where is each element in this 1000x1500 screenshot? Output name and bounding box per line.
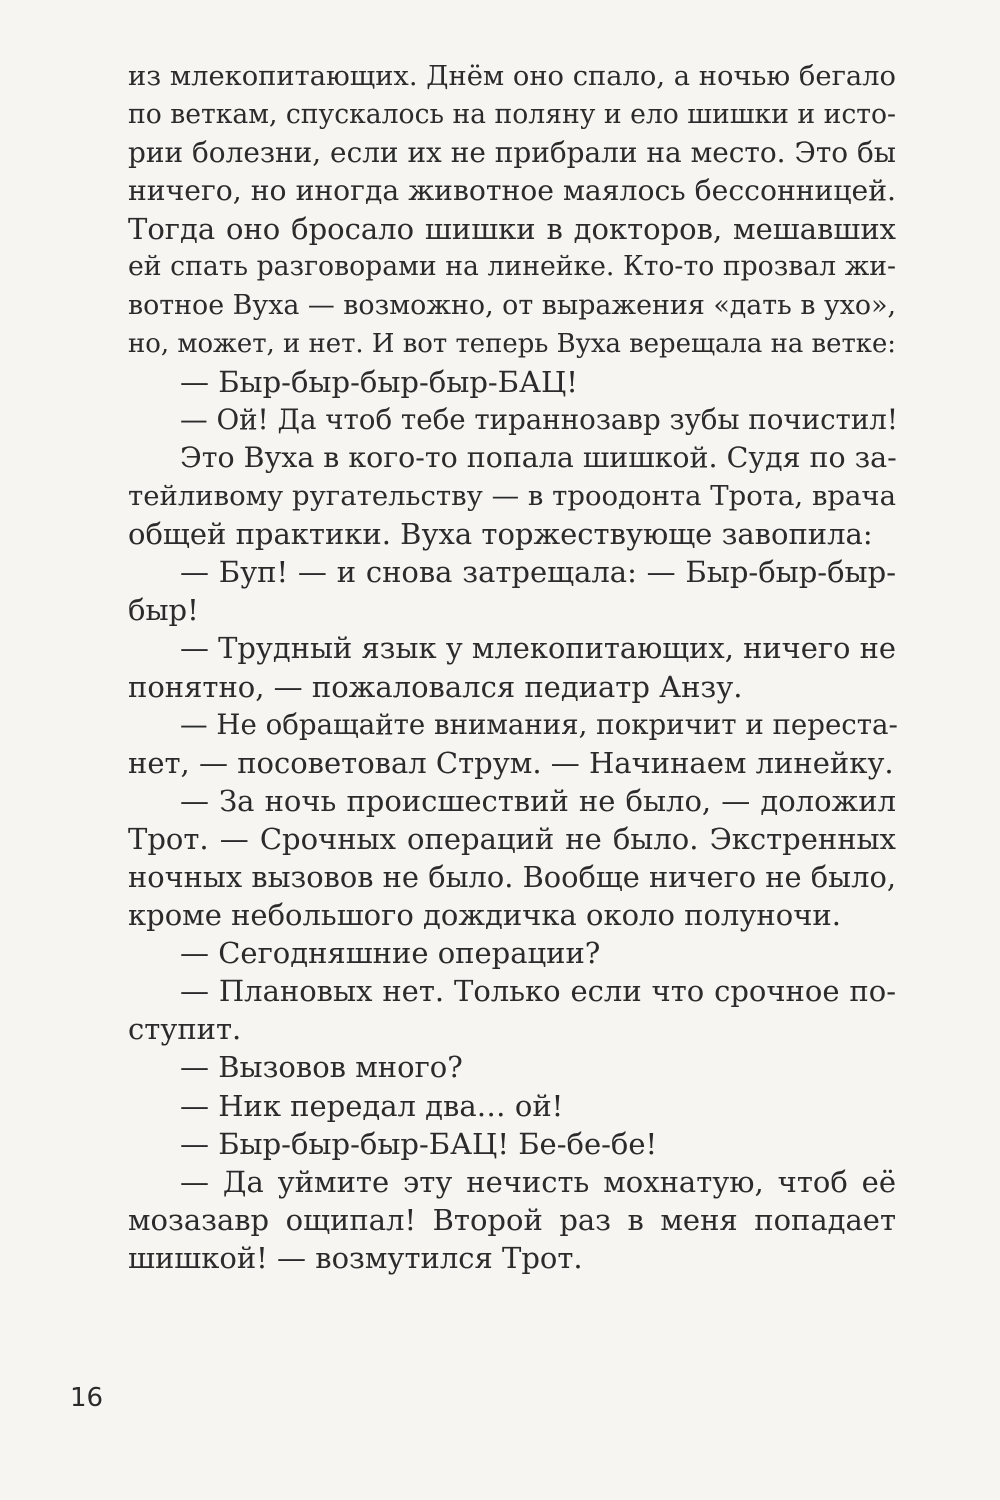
text-line: Трот. — Срочных операций не было. Экстренных	[128, 821, 896, 856]
text-line: — Буп! — и снова затрещала: — Быр-быр-быр-	[180, 555, 896, 590]
text-line: быр!	[128, 593, 199, 628]
text-line: — Да уймите эту нечисть мохнатую, чтоб её	[180, 1164, 896, 1199]
text-line: — Ник передал два… ой!	[180, 1088, 564, 1123]
text-line: шишкой! — возмутился Трот.	[128, 1240, 583, 1275]
text-line: Тогда оно бросало шишки в докторов, мешавших	[128, 212, 896, 247]
page-number: 16	[70, 1383, 104, 1413]
text-line: тейливому ругательству — в троодонта Трота, врача	[128, 480, 896, 513]
text-line: — За ночь происшествий не было, — доложил	[180, 783, 896, 818]
text-line: Это Вуха в кого-то попала шишкой. Судя по за-	[180, 440, 897, 474]
text-line: — Быр-быр-быр-БАЦ! Бе-бе-бе!	[180, 1126, 658, 1161]
text-line: общей практики. Вуха торжествующе завопила:	[128, 517, 873, 552]
text-line: по веткам, спускалось на поляну и ело шишки и исто-	[128, 99, 896, 131]
text-line: ей спать разговорами на линейке. Кто-то прозвал жи-	[128, 251, 896, 283]
text-line: из млекопитающих. Днём оно спало, а ночью бегало	[128, 61, 896, 92]
text-line: нет, — посоветовал Струм. — Начинаем линейку.	[128, 745, 894, 780]
text-line: ступит.	[128, 1012, 242, 1047]
text-line: мозазавр ощипал! Второй раз в меня попадает	[128, 1202, 896, 1237]
text-line: вотное Вуха — возможно, от выражения «дать в ухо»,	[128, 289, 897, 321]
text-line: ночных вызовов не было. Вообще ничего не было,	[128, 859, 896, 894]
text-line: — Быр-быр-быр-быр-БАЦ!	[180, 364, 578, 399]
text-line: — Не обращайте внимания, покричит и переста-	[180, 707, 898, 741]
text-line: — Ой! Да чтоб тебе тираннозавр зубы почистил!	[180, 402, 898, 436]
body-text	[128, 58, 896, 1277]
text-line: ничего, но иногда животное маялось бессонницей.	[128, 174, 896, 208]
text-line: — Сегодняшние операции?	[180, 936, 601, 971]
text-line: рии болезни, если их не прибрали на место. Это бы	[128, 136, 896, 170]
text-line: но, может, и нет. И вот теперь Вуха верещала на ветке:	[128, 328, 896, 359]
text-line: — Вызовов много?	[180, 1050, 463, 1085]
text-line: понятно, — пожаловался педиатр Анзу.	[128, 669, 743, 704]
text-line: кроме небольшого дождичка около полуночи.	[128, 898, 841, 933]
text-line: — Трудный язык у млекопитающих, ничего не	[180, 631, 896, 666]
text-line: — Плановых нет. Только если что срочное по-	[180, 974, 896, 1009]
